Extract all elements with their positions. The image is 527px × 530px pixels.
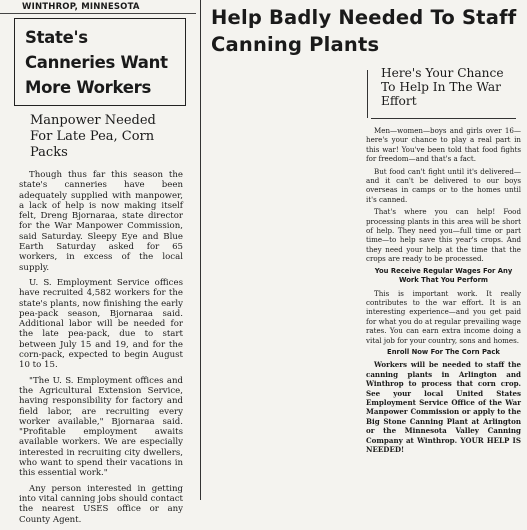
- subhead-enroll: Enroll Now For The Corn Pack: [387, 347, 500, 356]
- right-paragraph-1: Men—women—boys and girls over 16—here's your chance to play a real part in this war! You've been told that food fights for freedom—and that's a fact.: [366, 126, 521, 164]
- right-paragraph-3: That's where you can help! Food processing plants in this area will be short of help. They need you—full time or part time—to help save this year's crops. And they need your help at the time that the crops are ready to be processed.: [366, 207, 521, 264]
- right-paragraph-4: This is important work. It really contributes to the war effort. It is an interesting experience—and you get paid for what you do at regular prevailing wage rates. You can earn extra income doing a vital job for your country, sons and homes.: [366, 288, 521, 345]
- column-rule: [200, 0, 201, 500]
- headline-box: [14, 18, 186, 106]
- right-headline: Help Badly Needed To Staff Canning Plants: [211, 6, 517, 56]
- right-deck: Here's Your Chance To Help In The War Effort: [381, 66, 504, 108]
- left-deck: Manpower Needed For Late Pea, Corn Packs: [30, 113, 156, 160]
- left-paragraph-1: Though thus far this season the state's canneries have been adequately supplied with manpower, a lack of help is now making itself felt, Dreng Bjornaraa, state director for the War Manpower Commission, said Saturday. Sleepy Eye and Blue Earth Saturday asked for 65 workers, in excess of the local supply.: [19, 170, 183, 273]
- deck-box: [371, 64, 521, 124]
- left-paragraph-4: Any person interested in getting into vital canning jobs should contact the nearest USES office or any County Agent.: [19, 483, 183, 525]
- left-headline: State's Canneries Want More Workers: [25, 28, 168, 97]
- right-body: [366, 126, 521, 457]
- deck-rule: [367, 70, 368, 118]
- dateline: WINTHROP, MINNESOTA: [22, 2, 140, 12]
- left-paragraph-3: "The U. S. Employment offices and the Agricultural Extension Service, having responsibility for factory and field labor, are recruiting every worker available," Bjornaraa said. "Profitable employment awaits available workers. We are especially interested in recruiting city dwellers, who want to spend their vacations in this essential work.": [19, 375, 183, 479]
- left-article: [0, 0, 196, 525]
- dateline-rule: [0, 13, 196, 14]
- right-paragraph-2: But food can't fight until it's delivered—and it can't be delivered to our boys overseas in camps or to the homes until it's canned.: [366, 166, 521, 204]
- left-body: [19, 170, 183, 530]
- right-paragraph-5: Workers will be needed to staff the canning plants in Arlington and Winthrop to process that corn crop. See your local United States Employment Service Office of the War Manpower Commission or apply to the Big Stone Canning Plant at Arlington or the Minnesota Valley Canning Company at Winthrop. YOUR HELP IS NEEDED!: [366, 360, 521, 454]
- deck-underline: [371, 118, 516, 119]
- subhead-wages: You Receive Regular Wages For Any Work That You Perform: [374, 266, 513, 285]
- right-article: [203, 0, 527, 500]
- left-paragraph-2: U. S. Employment Service offices have recruited 4,582 workers for the state's plants, now finishing the early pea-pack season, Bjornaraa said. Additional labor will be needed for the late pea-pack, due to start between July 15 and 19, and for the corn-pack, expected to begin August 10 to 15.: [19, 277, 183, 371]
